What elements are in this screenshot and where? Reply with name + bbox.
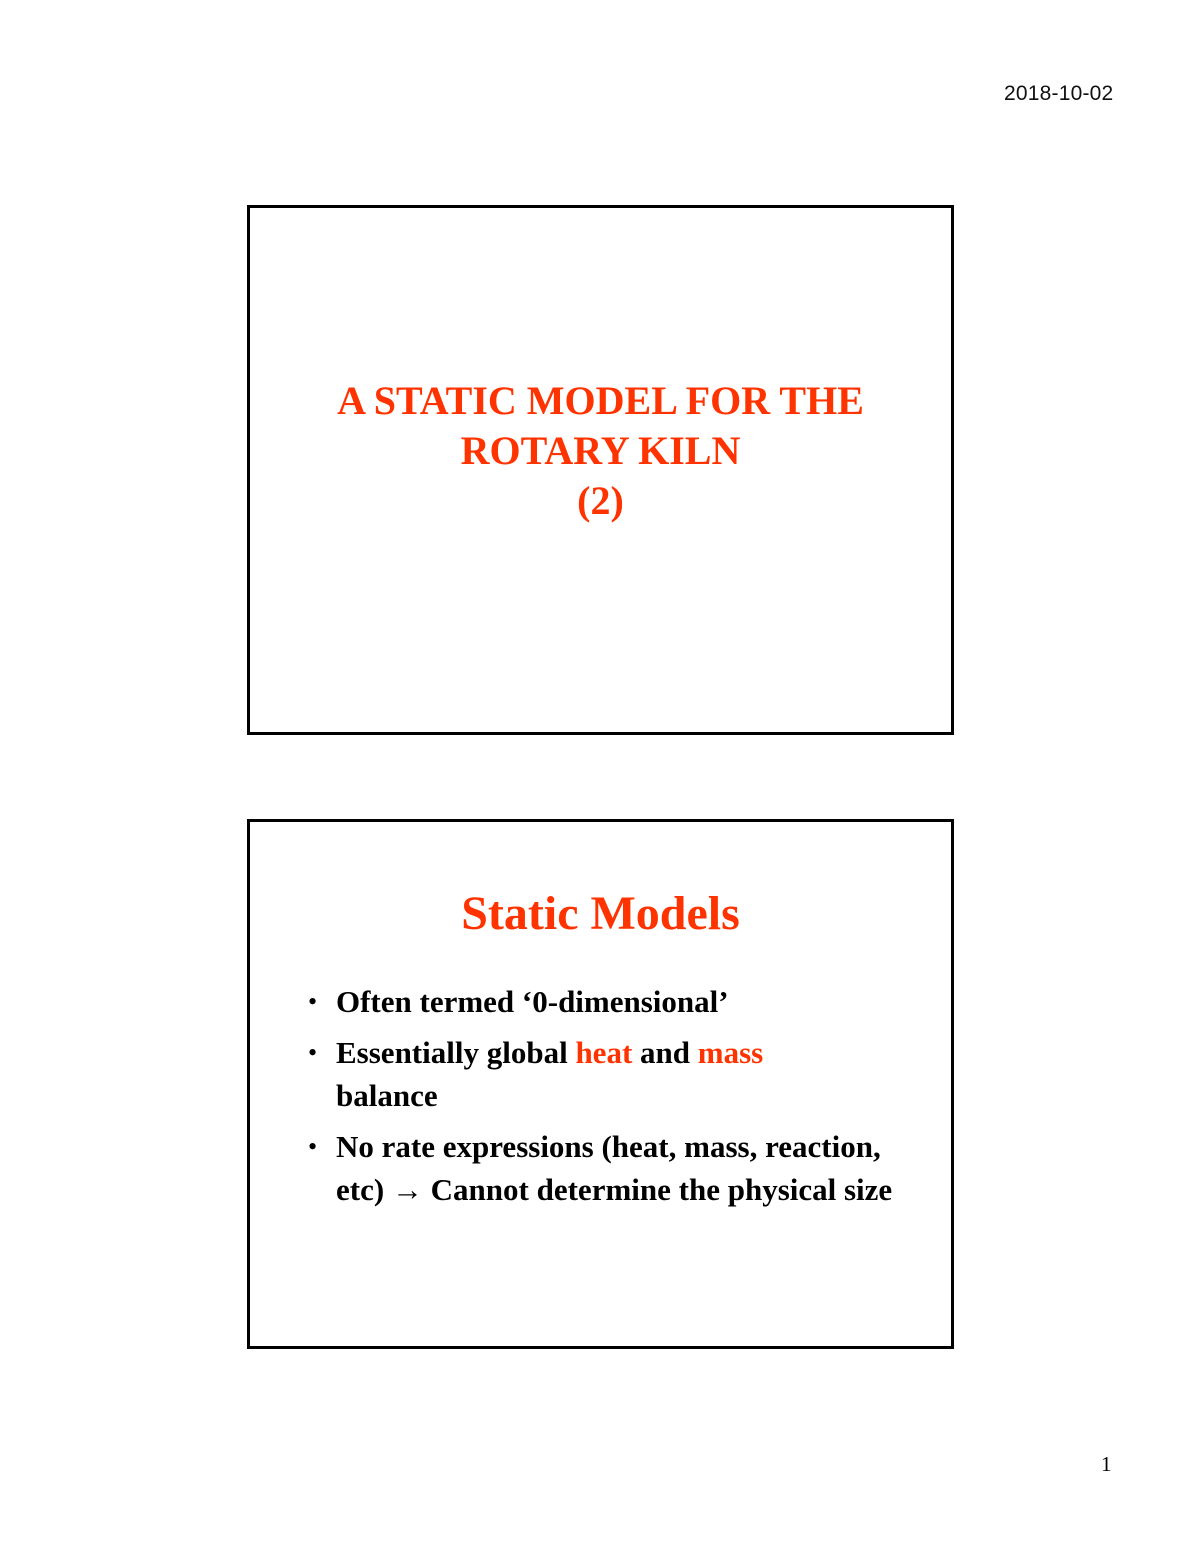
bullet-marker: • [308, 987, 318, 1016]
bullet-text: Often termed ‘0-dimensional’ [336, 984, 729, 1019]
title-line-2: ROTARY KILN [460, 428, 741, 473]
slide-title-card [247, 205, 954, 735]
right-arrow-icon: → [391, 1172, 423, 1207]
bullet-item-1 [308, 980, 908, 1023]
bullet-list [308, 980, 908, 1219]
bullet-text-continued: balance [336, 1078, 438, 1113]
bullet-item-2 [308, 1031, 908, 1117]
bullet-marker: • [308, 1038, 318, 1067]
bullet-marker: • [308, 1132, 318, 1161]
slide-2-title: Static Models [461, 887, 740, 940]
bullet-text-continued: Cannot determine the physical size [422, 1172, 893, 1207]
bullet-text: Essentially global [336, 1035, 576, 1070]
page-number: 1 [1101, 1452, 1112, 1476]
title-line-3: (2) [577, 478, 624, 523]
highlight-heat: heat [575, 1035, 633, 1070]
highlight-mass: mass [697, 1035, 764, 1070]
slide-1-title [250, 376, 951, 526]
slide-static-models [247, 819, 954, 1349]
bullet-text: No rate expressions (heat, mass, reaction, etc) [336, 1129, 881, 1207]
bullet-text: and [632, 1035, 698, 1070]
header-date: 2018-10-02 [1004, 82, 1114, 105]
title-line-1: A STATIC MODEL FOR THE [337, 378, 864, 423]
bullet-item-3 [308, 1125, 908, 1211]
